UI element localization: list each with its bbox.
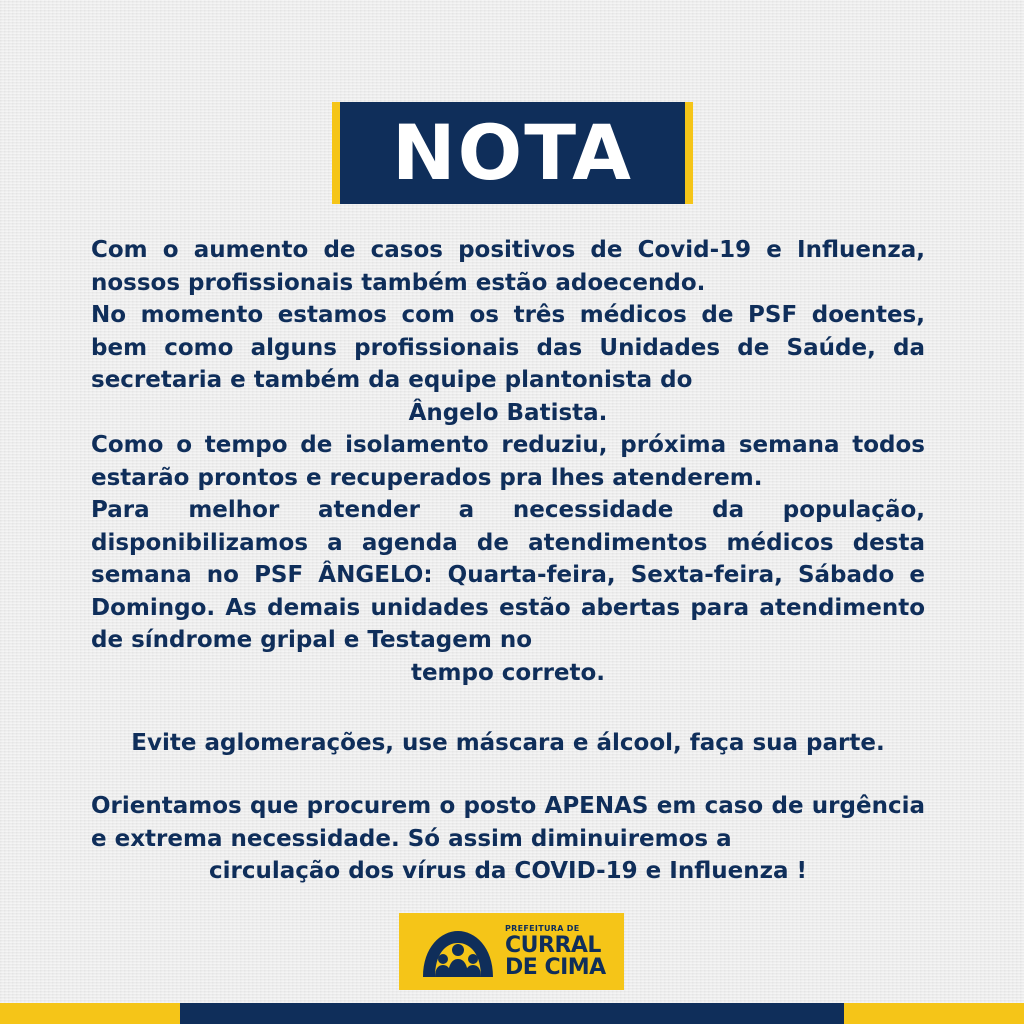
logo-subtitle: PREFEITURA DE <box>505 923 580 933</box>
notice-line: Com o aumento de casos positivos de Covid-19 e Influenza, nossos profissionais também estão adoecendo. <box>91 237 925 296</box>
notice-line: Ângelo Batista. <box>408 399 608 426</box>
prefeitura-logo <box>399 913 624 990</box>
logo-wordmark <box>505 925 606 979</box>
logo-line-1: CURRAL <box>505 932 601 958</box>
notice-line: No momento estamos com os três médicos de PSF doentes, bem como alguns profissionais das Unidades de Saúde, da secretaria e também da equipe plantonista do <box>91 302 925 393</box>
footer-stripe-center <box>180 1003 844 1024</box>
logo-line-2: DE CIMA <box>505 954 606 980</box>
people-arch-icon <box>419 925 497 979</box>
notice-line: Como o tempo de isolamento reduziu, próxima semana todos estarão prontos e recuperados pra lhes atenderem. <box>91 432 925 491</box>
page-title: NOTA <box>392 108 633 197</box>
notice-paragraph-2 <box>91 727 925 760</box>
notice-line: tempo correto. <box>410 659 606 686</box>
footer-stripe-left <box>0 1003 180 1024</box>
notice-line: Evite aglomerações, use máscara e álcool, faça sua parte. <box>131 730 885 756</box>
footer-stripe-right <box>844 1003 1024 1024</box>
notice-line: Para melhor atender a necessidade da população, disponibilizamos a agenda de atendimentos médicos desta semana no PSF ÂNGELO: Quarta-feira, Sexta-feira, Sábado e Domingo. As demais unidades estão abertas para atendimento de síndrome gripal e Testagem no <box>91 497 925 653</box>
notice-paragraph-3 <box>91 790 925 888</box>
title-banner <box>332 102 693 204</box>
notice-line: Orientamos que procurem o posto APENAS em caso de urgência e extrema necessidade. Só assim diminuiremos a <box>91 793 925 852</box>
notice-line: circulação dos vírus da COVID-19 e Influenza ! <box>208 858 808 884</box>
notice-paragraph-1 <box>91 234 925 689</box>
